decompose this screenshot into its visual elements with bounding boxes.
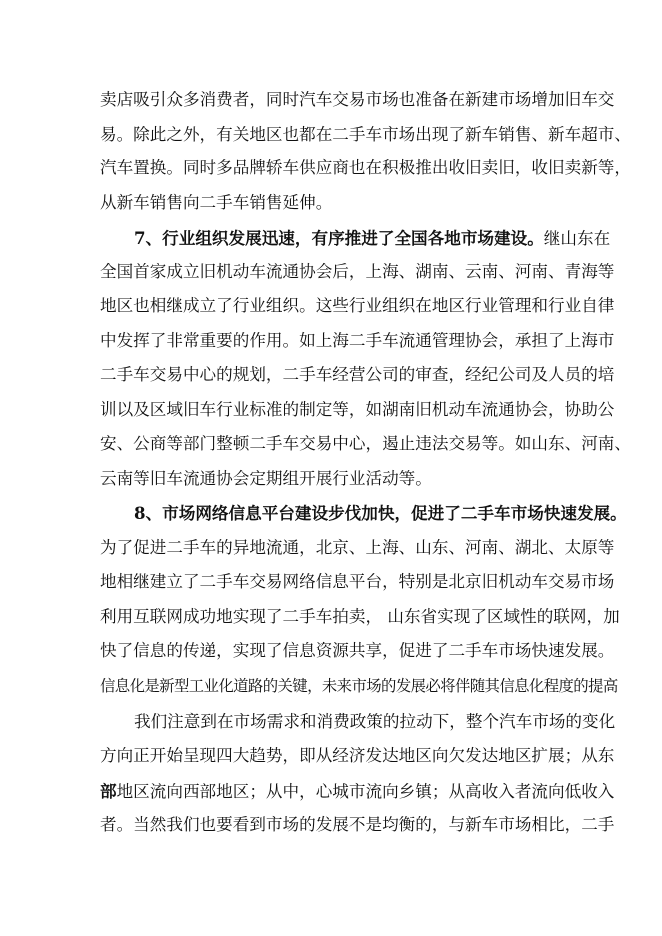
- text-line: [100, 781, 614, 801]
- text-line: 全国首家成立旧机动车流通协会后，上海、湖南、云南、河南、青海等: [100, 262, 615, 281]
- text-line: 易。除此之外，有关地区也都在二手车市场出现了新车销售、新车超市、: [100, 125, 631, 144]
- paragraph-first-line: 我们注意到在市场需求和消费政策的拉动下，整个汽车市场的变化: [134, 712, 616, 731]
- text-line: 中发挥了非常重要的作用。如上海二手车流通管理协会，承担了上海市: [100, 331, 615, 350]
- text-line: 者。当然我们也要看到市场的发展不是均衡的，与新车市场相比，二手: [100, 815, 615, 834]
- text-run: 继山东在: [543, 229, 611, 248]
- text-line: 为了促进二手车的异地流通，北京、上海、山东、河南、湖北、太原等: [100, 538, 615, 557]
- text-line: 信息化是新型工业化道路的关键，未来市场的发展必将伴随其信息化程度的提高: [100, 677, 618, 695]
- bold-glyph: 部: [100, 781, 117, 801]
- text-line: 训以及区域旧车行业标准的制定等，如湖南旧机动车流通协会，协助公: [100, 400, 615, 419]
- section-heading-8: 8、市场网络信息平台建设步伐加快，促进了二手车市场快速发展。: [134, 503, 627, 523]
- text-line: 地区也相继成立了行业组织。这些行业组织在地区行业管理和行业自律: [100, 296, 615, 315]
- text-line: 云南等旧车流通协会定期组开展行业活动等。: [100, 469, 432, 488]
- text-line: 汽车置换。同时多品牌轿车供应商也在积极推出收旧卖旧，收旧卖新等，: [100, 158, 631, 177]
- paragraph-first-line: [134, 228, 610, 248]
- text-run: 地区流向西部地区；从中，心城市流向乡镇；从高收入者流向低收入: [116, 782, 615, 801]
- text-line: 方向正开始呈现四大趋势，即从经济发达地区向欠发达地区扩展；从东: [100, 746, 615, 765]
- text-line: 利用互联网成功地实现了二手车拍卖， 山东省实现了区域性的联网，加: [100, 607, 620, 626]
- section-heading-7: 7、行业组织发展迅速，有序推进了全国各地市场建设。: [134, 228, 544, 248]
- text-line: 快了信息的传递，实现了信息资源共享，促进了二手车市场快速发展。: [100, 641, 615, 660]
- text-line: 从新车销售向二手车销售延伸。: [100, 193, 333, 212]
- text-line: 安、公商等部门整顿二手车交易中心，遏止违法交易等。如山东、河南、: [100, 434, 631, 453]
- text-line: 二手车交易中心的规划，二手车经营公司的审查，经纪公司及人员的培: [100, 365, 615, 384]
- text-line: 卖店吸引众多消费者，同时汽车交易市场也准备在新建市场增加旧车交: [100, 90, 615, 109]
- text-line: 地相继建立了二手车交易网络信息平台，特别是北京旧机动车交易市场: [100, 572, 615, 591]
